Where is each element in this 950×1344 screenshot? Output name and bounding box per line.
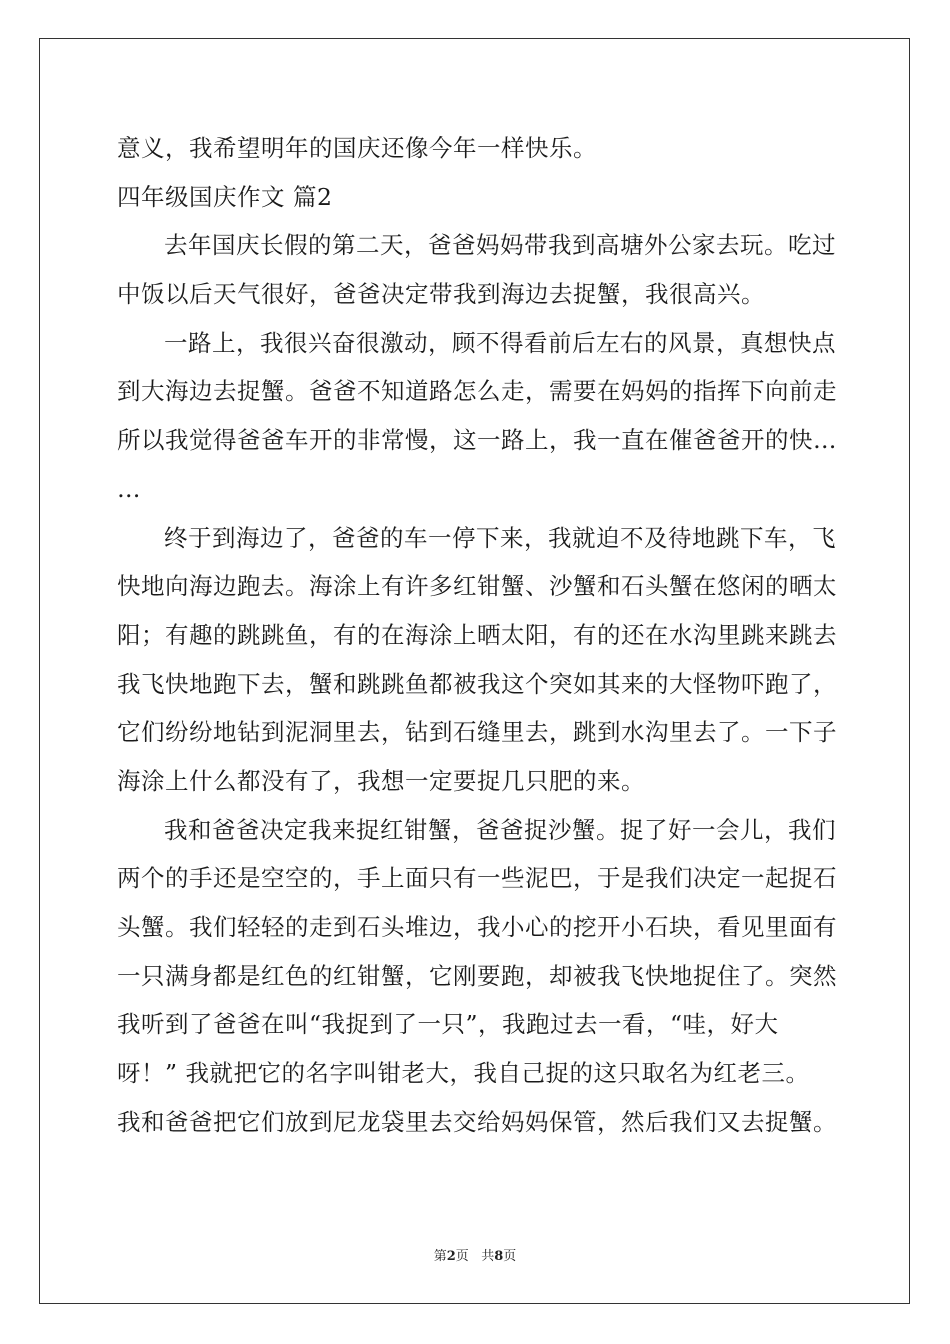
- text-line: 我和爸爸把它们放到尼龙袋里去交给妈妈保管，然后我们又去捉蟹。: [117, 1107, 837, 1136]
- text-line: 我听到了爸爸在叫“我捉到了一只”，我跑过去一看，“哇，好大: [117, 1010, 779, 1039]
- text-line: 我飞快地跑下去，蟹和跳跳鱼都被我这个突如其来的大怪物吓跑了，: [117, 669, 837, 698]
- text-line: 海涂上什么都没有了，我想一定要捉几只肥的来。: [117, 766, 645, 795]
- text-line: 快地向海边跑去。海涂上有许多红钳蟹、沙蟹和石头蟹在悠闲的晒太: [117, 572, 837, 601]
- text-line: 两个的手还是空空的，手上面只有一些泥巴，于是我们决定一起捉石: [117, 864, 837, 893]
- footer-page-prefix: 第: [433, 1249, 447, 1264]
- text-line: 所以我觉得爸爸车开的非常慢，这一路上，我一直在催爸爸开的快…: [117, 426, 837, 455]
- text-line: 头蟹。我们轻轻的走到石头堆边，我小心的挖开小石块，看见里面有: [117, 913, 837, 941]
- footer-page-suffix: 页: [455, 1249, 469, 1264]
- footer-total-suffix: 页: [503, 1249, 517, 1264]
- text-line: 阳；有趣的跳跳鱼，有的在海涂上晒太阳，有的还在水沟里跳来跳去: [117, 620, 837, 649]
- text-line: 终于到海边了，爸爸的车一停下来，我就迫不及待地跳下车，飞: [164, 523, 836, 552]
- text-line: 一路上，我很兴奋很激动，顾不得看前后左右的风景，真想快点: [164, 328, 836, 357]
- text-line: 呀！” 我就把它的名字叫钳老大，我自己捉的这只取名为红老三。: [117, 1059, 810, 1088]
- text-line: 它们纷纷地钻到泥洞里去，钻到石缝里去，跳到水沟里去了。一下子: [117, 718, 837, 747]
- text-line: 意义，我希望明年的国庆还像今年一样快乐。: [117, 134, 597, 162]
- footer-page-number: 2: [446, 1249, 456, 1264]
- text-line: 四年级国庆作文 篇2: [117, 182, 333, 211]
- text-line: 中饭以后天气很好，爸爸决定带我到海边去捉蟹，我很高兴。: [117, 280, 765, 309]
- footer-total-prefix: 共: [481, 1249, 495, 1264]
- text-line: 一只满身都是红色的红钳蟹，它刚要跑，却被我飞快地捉住了。突然: [117, 961, 837, 990]
- text-line: …: [117, 474, 141, 503]
- text-line: 到大海边去捉蟹。爸爸不知道路怎么走，需要在妈妈的指挥下向前走: [117, 377, 837, 406]
- footer-total-number: 8: [494, 1249, 504, 1264]
- text-line: 去年国庆长假的第二天，爸爸妈妈带我到高塘外公家去玩。吃过: [164, 231, 836, 260]
- text-line: 我和爸爸决定我来捉红钳蟹，爸爸捉沙蟹。捉了好一会儿，我们: [164, 815, 836, 844]
- document-body: [117, 124, 837, 1146]
- page-footer: [0, 1245, 950, 1264]
